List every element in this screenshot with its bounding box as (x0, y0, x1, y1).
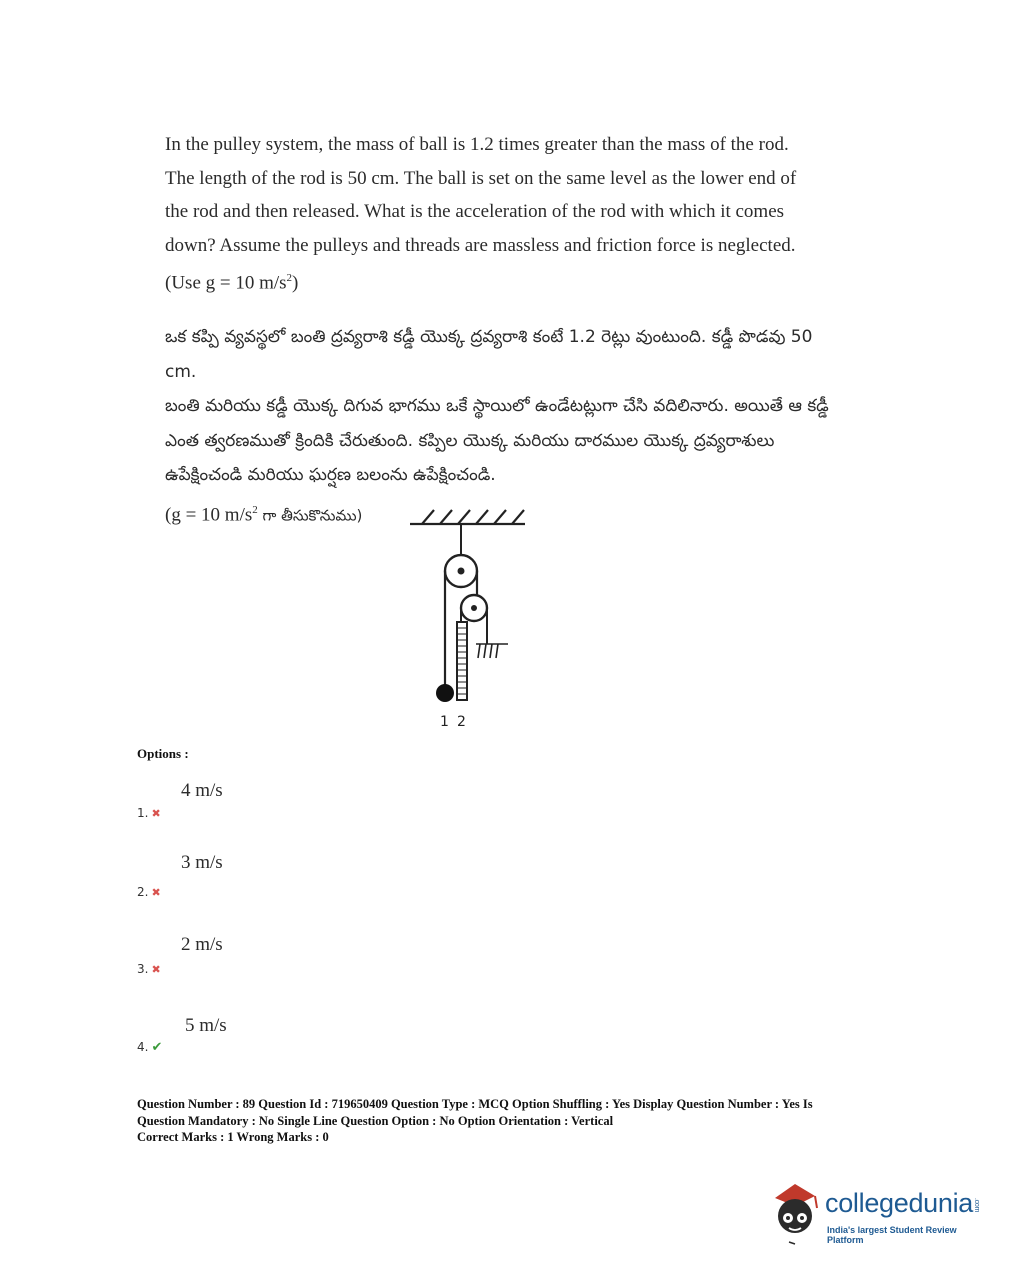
label-2: 2 (457, 714, 466, 730)
wrong-icon: ✖ (151, 963, 161, 976)
floor-anchor (476, 644, 508, 658)
check-icon: ✔ (151, 1040, 163, 1055)
logo-tagline: India's largest Student Review Platform (827, 1225, 957, 1245)
pulley-diagram (400, 500, 540, 735)
option-4-number: 4. ✔ (137, 1040, 163, 1055)
option-1-number: 1. ✖ (137, 806, 161, 820)
question-line-telugu: ఒక కప్పి వ్యవస్థలో బంతి ద్రవ్యరాశి కడ్డీ యొక్క ద్రవ్యరాశి కంటే 1.2 రెట్లు వుంటుంది. కడ్డీ పొడవు 50 cm. (165, 327, 813, 382)
label-1: 1 (440, 714, 449, 730)
option-4-text: 5 m/s (185, 1015, 227, 1036)
option-2-number: 2. ✖ (137, 885, 161, 899)
question-line: the rod and then released. What is the acceleration of the rod with which it comes (165, 201, 785, 222)
collegedunia-logo (765, 1178, 995, 1248)
logo-wordmark: collegedunia.com (825, 1188, 981, 1218)
wrong-icon: ✖ (151, 886, 161, 899)
question-line-telugu: ఎంత త్వరణముతో క్రిందికి చేరుతుంది. కప్పిల యొక్క మరియు దారముల యొక్క ద్రవ్యరాశులు (165, 430, 775, 451)
logo-mascot-icon (765, 1178, 825, 1248)
question-line: down? Assume the pulleys and threads are massless and friction force is neglected. (165, 234, 796, 256)
ball (436, 684, 454, 702)
use-g-note: (Use g = 10 $m/s^2$) (165, 272, 299, 294)
ceiling (410, 510, 525, 524)
question-line: The length of the rod is 50 cm. The ball is set on the same level as the lower end of (165, 167, 797, 189)
use-g-note-telugu: (g = 10 $m/s^2$ గా తీసుకొనుము) (165, 503, 363, 525)
question-line: In the pulley system, the mass of ball is 1.2 times greater than the mass of the rod. (165, 134, 789, 155)
option-2-text: 3 m/s (181, 852, 223, 873)
question-line-telugu: ఉపేక్షించండి మరియు ఘర్షణ బలంను ఉపేక్షించండి. (165, 465, 496, 485)
question-line-telugu: బంతి మరియు కడ్డీ యొక్క దిగువ భాగము ఒకే స్థాయిలో ఉండేటట్లుగా చేసి వదిలినారు. అయితే ఆ కడ్డీ (165, 396, 829, 416)
question-english (165, 128, 845, 300)
options-label: Options : (137, 746, 189, 761)
question-meta: Question Number : 89 Question Id : 719650409 Question Type : MCQ Option Shuffling : Yes Display Question Number : Yes Is Question Mandatory : No Single Line Question Option : No Option Orientation : Vertical Correct Marks : 1 Wrong Marks : 0 (137, 1097, 813, 1144)
wrong-icon: ✖ (151, 807, 161, 820)
option-1-text: 4 m/s (181, 780, 223, 801)
option-3-number: 3. ✖ (137, 962, 161, 976)
option-3-text: 2 m/s (181, 934, 223, 955)
